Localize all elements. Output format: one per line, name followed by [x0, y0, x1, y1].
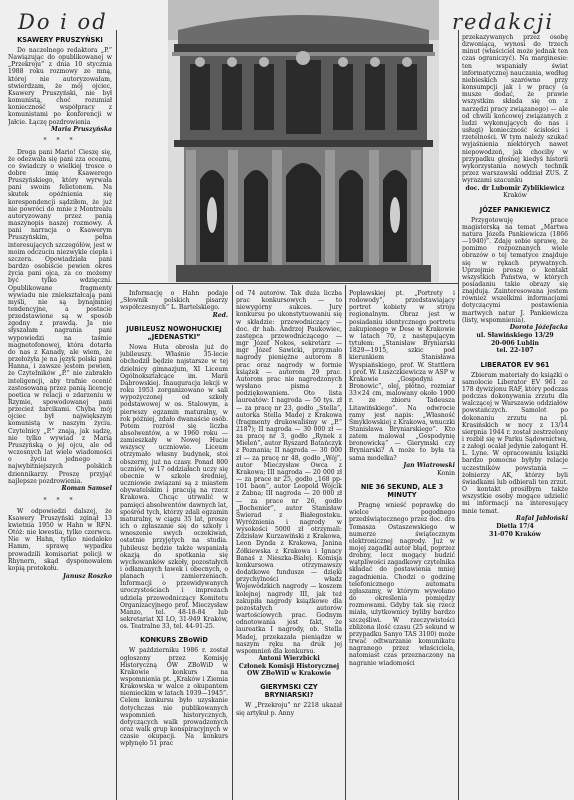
address-line: Dietla 17/4 [496, 522, 534, 530]
column-5 [462, 34, 568, 798]
column-header-left: Do i od [18, 10, 108, 34]
article-gierymski-cont: Popławskiej pt. „Portrety i rodowody”, przedstawiający portret kobiety w stroju regionalnym. Obraz jest w posiadaniu identycznego portretu zakupionego w Dese w Krakowie w latach 70, z następującym tytułem: „Stanisław Bryniarski 1829—1915, szkic pod kierunkiem Stanisława Wyspiańskiego, prof. W. Stattlera i prof. W. Łuszczkiewicza w ASP w Krakowie „Gospodyni z Bronowic”, olej, płótno, rozmiar 33×24 cm, malowany około 1900 r. ze zbioru Tadeusza Litawińskiego”. Na odwrocie ramy jest napis: „Własność Śmyklowskiej z Krakowa, wnuczki Stanisława Bryniarskiego”. Kto zatem malował „Gospodynię bronowicką” — Gierymski czy Bryniarski? A może to była ta sama modelka? [349, 290, 455, 462]
address-line: 20-006 Lublin [491, 339, 539, 347]
section-title-36-sekund: NIE 36 SEKUND, ALE 3 MINUTY [360, 483, 444, 500]
article-gierymski: W „Przekroju” nr 2218 ukazał się artykuł p. Anny [236, 702, 342, 717]
signature-red: Red. [212, 311, 228, 319]
column-4 [349, 290, 455, 798]
signature-wiatrowski: Jan Wiatrowski [403, 462, 455, 470]
section-title-pankiewicz: JÓZEF PANKIEWICZ [479, 205, 551, 214]
signature-pruszynska: Maria Pruszyńska [51, 126, 112, 134]
article-liberator: Zbieram materiały do książki o samolocie Liberator EV 961 ze 178 dywizjonu RAF, który podczas podczas dokonywania zrzutu dla walczącej w Warszawie oddziałów powstańczych. Samolot po dokonaniu zrzutu na pl. Krasińskich w nocy z 13/14 sierpnia 1944 r. został zestrzelony i rozbił się w Parku Sądownictwa, z załogi ocalał jedynie załogant H. L. Lyne. W opracowaniu książki bardzo pomocne byłyby relacje uczestników powstania — żołnierzy AK, którzy byli świadkami lub odbierali ten zrzut. O kontakt prosiłbym także wszystkie osoby mogące udzielić mi informacji na interesujący mnie temat. [462, 371, 568, 515]
divider-stars: * * * [43, 137, 77, 145]
column-2 [120, 290, 228, 798]
column-3 [236, 290, 342, 798]
address-line: tel. 22-107 [496, 347, 534, 355]
signature-wierzbicki-role: Członek Komisji Historycznej OW ZBoWiD w Krakowie [238, 663, 340, 678]
signature-jozefacka: Dorota Jóźefacka [509, 324, 568, 332]
article-jubileusz: Nowa Huta obrosła już do jubileuszy. Właśnie 35-lecie obchodził będzie najstarsze w tej dzielnicy gimnazjum, XI Liceum Ogólnokształcące im. Marii Dąbrowskiej. Inauguracja lekcji w roku 1953 zorganizowano w sali wypożyczonej od szkoły podstawowej w os. Stalowym, a pierwszy egzamin maturalny, w rok później, zdało dwanaście osób. Potem rozrósł się liczba absolwentów, a w 1960 roku — zamieszkały w Nowej Hucie wszyscy uczniowie. Liceum otrzymało własny budynek, stoi obszerny, już na czasy. Ponad 800 uczniów, w 17 oddziałach uczy się obecnie w szkole średniej, uczniowie związani są z miastem obywatelskim i pracują na rzecz Krakowa. Chcąc utrwalić w pamięci absolwentów dawnych lat, spośród tych, którzy zdali egzamin maturalny, w ciągu 35 lat, proszę ich o zgłaszanie się do szkoły i wnoszenie swych oczekiwań, ostatnie przyjętych na studia. Jubileusz będzie także wspaniałą okazją do spotkania się wychowanków szkoły, pozostałych i odłamanych ławek i obecnych, o planach i zamierzeniach. Informacji o przewidywanych uroczystościach i imprezach udzielą przewodniczący Komitetu Organizacyjnego prof. Mieczysław Manzo, tel. 48-18-84 lub sekretariat XI LO, 31-949 Kraków, os. Teatralne 33, tel. 44-91-25. [120, 344, 228, 631]
article-pankiewicz: Przygotowuję prace magisterską na temat „Martwa natura Józefa Pankiewicza (1866—1940)”. Zdaję sobie sprawę, że pomimo rozpoznanych wiele obrazów o tej tematyce znajduje się w rękach prywatnych. Uprzejmie proszę o kontakt wszystkich Państwa, w których posiadaniu takie obrazy się znajdują. Zainteresowana jestem również wszelkimi informacjami dotyczącymi postawienia martwych natur J. Pankiewicza (listy, wspomnienia). [462, 216, 568, 324]
note-hahn: Informację o Hahn podaje „Słownik polskich pisarzy współczesnych” L. Bartelskiego. [120, 290, 228, 312]
column-1 [8, 34, 112, 798]
section-title-liberator: LIBERATOR EV 961 [480, 360, 550, 369]
address-line: 31-070 Kraków [489, 530, 541, 538]
section-title-gierymski: GIERYMSKI CZY BRYNIARSKI? [260, 683, 318, 700]
section-title-jubileusz: JUBILEUSZ NOWOHUCKIEJ „JEDENASTKI” [126, 325, 222, 342]
signature-wierzbicki: Antoni Wierzbicki [258, 655, 320, 663]
signature-zyblikiewicz-city: Kraków [503, 192, 527, 200]
reply-samsel: Droga pani Mario! Cieszę się, że odezwała się pani zza oceanu, co świadczy o wielkiej trosce o dobre imię Ksawerego Pruszyńskiego, który wyrwała pani swoim felietonem. Na skutek opóźnienia się korespondencji sądziłem, że już nie powróci do mnie z Montrealu autoryzowany przez panią maszynopis naszej rozmowy. A pani narracja o Ksawerym Pruszyńskim, pełna interesujących szczegółów, jest w moim odczuciu niezwykle ciepła i szczera. Opowiadziała pani bardzo osobiście pewien okres życia pani ojca, za co możemy być tylko wdzięczni. Opublikowane fragmenty wywiadu nie zniekształcają pani myśli, nie są bynajmniej tendencyjne, a postacie przedstawione są w sposób zgodny z prawdą. Ja nie słyszałam nagrania pani wypowiedzi na taśmie magnetofonowej, która dotarła do nas z Kanady, ale wiem, że przełożyła je na język polski pani Hanna, i zawsze jestem pewien, że Czytelników „P.” nie zabrakło inteligencji, aby trafnie ocenić zastosowaną przez panią licencję poetica w relacji o zdarzeniu w Rzymie, spowodowanej pani przecież żarcikami. Chyba mój ojciec był największym komunistą w naszym życiu. Czytelnicy „P.” znają, jak sądzę, nie tylko wywiad z Marią Pruszyńską o jej ojcu, ale od wczesnych lat wiele wiadomości o życiu jednego z najwybitniejszych polskich dziennikarzy. Proszę przyjąć najlepsze pozdrowienia. [8, 148, 112, 485]
column-header-right: redakcji [452, 10, 555, 34]
letter-pruszynska: Do naczelnego redaktora „P.” Nawiązując do opublikowanej w „Przekroju” z dnia 10 stycznia 1988 roku rozmowy ze mną, której nie autoryzowałam, stwierdzam, że mój ojciec, Ksawery Pruszyński, nie był komunistą, choć rozumiał konieczność współpracy z komunistami po konferencji w Jałcie. Łączę pozdrowienia [8, 47, 112, 126]
signature-roszko: Janusz Roszko [62, 572, 112, 580]
article-36-sekund: Pragnę wnieść poprawkę do wielce pogodnego przedświątecznego przez doc. dra Tomasza Ostaszewskiego w numerze świątecznym elektronicznej nagrody. Już w mojej zagadki autor błąd, poprzez drobny, lecz mogący budzić wątpliwości zagadkowy czytelnika składać do postawienia mniej zagadnienia. Chodzi o godzinę telefonicznego automatu zgłaszamy, w którym wywołano do określenia pomiędzy rozmowami. Gdyby tak się rzecz miała, użytkownicy byliby bardzo szczęśliwi. W rzeczywistości zbliżona ilość czasu (25 sekund w przypadku Sanyo TAS 3100) może trwać odtwarzanie komunikatu nagranego przez właściciela, natomiast czas przeznaczony na nagranie wiadomości [349, 502, 455, 667]
signature-jablonski: Rafał Jabłoński [515, 515, 568, 523]
signature-zyblikiewicz: doc. dr Lubomir Zyblikiewicz [465, 184, 565, 192]
article-konkurs-cont: od 74 autorów. Tak duża liczba prac konkursowych — to niewygórny sukces. Jury konkursu po ukonstytuowaniu się w składzie: przewodniczący — doc. dr hab. Andrzej Paukowiec, zastępca przewodniczącego — mgr Józef Nokos, sekretarz — mgr Józef Sawicki, przyznało nagrody pieniężne autorom 8 prac oraz nagrody w formie książek — autorom 29 prac. Autorom prac nie nagrodzonych wysłano pisma z podziękowaniem. Oto lista laureatów: I nagroda — 50 tys. zł — za pracę nr 23, godło „Stella”, autorka Stella Madej z Krakowa (fragmenty drukowaliśmy w „P.” 2187); II nagroda — 30 000 zł — za pracę nr 3, godło „Rynek z Mieleń”, autor Ryszard Batańczyk z Poznania; II nagroda — 30 000 zł — za pracę nr 48, godło „Wój”, autor Mieczysław Owca z Krakowa; III nagroda — 20 000 zł — za prace nr 25, godło „168 pp-101 baon”, autor Leopold Wójcik z Zabna; III nagroda — 20 000 zł — za prace nr 26, godło „Bochenior”, autor Stanisław Świerad z Białegostoku. Wyróżnienia i nagrody w wysokości 5000 zł otrzymali: Zdzisław Kurzawiński z Krakowa, Leon Dynda z Krakowa, Janina Żółkiewska z Krakowa i Ignacy Banaś z Nieszka-Białej. Komisja konkursowa otrzymawszy dodatkowe fundusze — dzięki przychylności władz Wojewódzkich nagrody — koszem kolejnej nagrody III, jak też zakupiła nagrody książkowe dla pozostałych autorów wartościowych prac. Godnym odnotowania jest fakt, że laureatka I nagrody, ob. Stella Madej, przekazała pieniądze w naszym ręku na druk jej wspomnień dla konkursu. [236, 290, 342, 655]
section-title-konkurs: KONKURS ZBoWiD [140, 636, 208, 645]
article-konkurs: W październiku 1986 r. został ogłoszony przez Komisję Historyczną OW ZBoWiD w Krakowie konkurs na wspomnienia pt. „Kraków i Ziemia Krakowska w walce z okupantem niemieckim w latach 1939—1945”. Celem konkursu było uzyskanie dotychczas nie publikowanych wspomnień historycznych, dotyczących walk prowadzonych oraz walk grup konspiracyjnych w czasie okupacji. Na konkurs wpłynęło 51 prac [120, 647, 228, 748]
signature-samsel: Roman Samsel [61, 485, 112, 493]
note-roszko: W odpowiedzi dalszej, że Ksawery Pruszyński zginął 13 kwietnia 1950 w Hahn w RFN. Otóż: nie kwestia, tylko czerwcu. Nie w Hahn, tylko niedaleko Hamm, sprawę wypadku prowadzili komisariat policji w Rhynern, skąd dysponowałem kopią protokołu. [8, 507, 112, 572]
address-line: ul. Sławińskiego 13/29 [476, 332, 554, 340]
section-title-pruszynski: KSAWERY PRUSZYŃSKI [17, 36, 103, 44]
baroque-building-facade-photo [168, 0, 439, 282]
signature-wiatrowski-city: Konin [437, 469, 455, 477]
divider-stars-2: * * * [43, 496, 77, 504]
article-36-sekund-cont: przekazywanych przez osobę dzwoniącą, wynosi do trzech minut (właściciel może jednak ten czas ograniczyć). Na marginesie: ten wspaniały świat informatycznej nauczania, według niebieskich szarówno przy konsumpcji jak i w pracy (a musze dodać, że prawie wszystkim składa się on z narzędzi pracy związanego) — ale od chwili końcowej związanych z ludzi wykonujących do nas i usługi) konieczność ścisłości i rzetelności. W tym należy szukać wyjaśnienia niektórych nawet niepowodzeń, jak chociby w przypadku głośnej kiedyś historii wykorzystania nowych technik przez warszawski oddział ZUS. Z wyrazami szacunku [462, 34, 568, 185]
